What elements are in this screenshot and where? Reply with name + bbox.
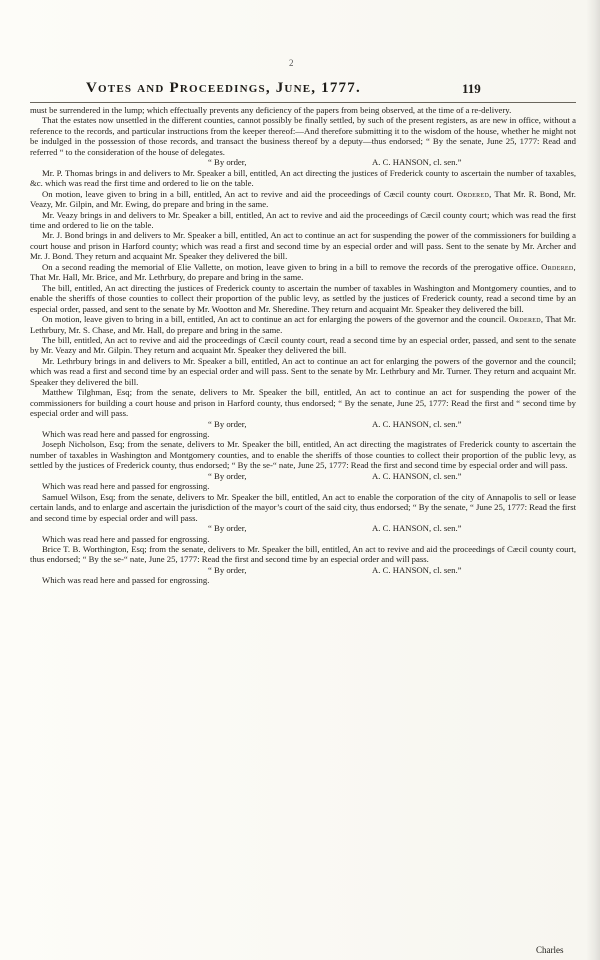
paragraph: Which was read here and passed for engrossing. [42,429,210,440]
clerk-signature: A. C. HANSON, cl. sen.” [372,418,462,429]
paragraph: must be surrendered in the lump; which effectually prevents any deficiency of the papers from being observed, at the time of a re-delivery. [30,105,512,115]
signature-line [30,471,576,481]
by-order-text: “ By order, [208,523,247,534]
paragraph: That the estates now unsettled in the different counties, cannot possibly be finally settled, by such of the present registers, as are new in office, without a reference to the records, and particular instructions from the keeper thereof:—And therefore submitting it to the wisdom of the house, whether he might not be indulged in the possession of those records, and transact the business thereof by a deputy—thus endorsed; “ By the senate, June 25, 1777: Read and referred “ to the consideration of the house of delegates. [30,115,576,157]
catchword: Charles [536,945,564,955]
paragraph: On a second reading the memorial of Elie Vallette, on motion, leave given to bring in a bill to remove the records of the prerogative office. Ordered, That Mr. Hall, Mr. Brice, and Mr. Lethrbury, do prepare and bring in the same. [30,261,576,283]
paragraph: Matthew Tilghman, Esq; from the senate, delivers to Mr. Speaker the bill, entitled, An act to continue an act for suspending the power of the commissioners for building a court house and prison in Harford county, thus endorsed; “ By the senate, June 25, 1777: Read the first and “ second time by especial order and will pass. [30,387,576,419]
running-title: Votes and Proceedings, June, 1777. [86,80,361,96]
by-order-text: “ By order, [208,564,247,575]
page-binding-shadow [586,0,600,960]
clerk-signature: A. C. HANSON, cl. sen.” [372,523,462,534]
page-number: 119 [462,81,481,96]
paragraph: Joseph Nicholson, Esq; from the senate, delivers to Mr. Speaker the bill, entitled, An act directing the magistrates of Frederick county to ascertain the number of taxables in Washington and Montgomery counties, and to enable the sheriffs of those counties to collect their proportion of the public levy, as settled by the justices of Frederick county, thus endorsed; “ By the se-“ nate, June 25, 1777: Read the first and second time by especial order and will pass. [30,439,576,471]
signature-line [30,419,576,429]
signature-mark: 2 [289,58,294,68]
paragraph: Which was read here and passed for engrossing. [42,575,210,586]
paragraph: Samuel Wilson, Esq; from the senate, delivers to Mr. Speaker the bill, entitled, An act to enable the corporation of the city of Annapolis to sell or lease certain lands, and to enlarge and ascertain the jurisdiction of the mayor’s court of the said city, thus endorsed; “ By the senate, “ June 25, 1777: Read the first and second time by especial order and will pass. [30,491,576,523]
signature-line [30,523,576,533]
by-order-text: “ By order, [208,157,247,168]
paragraph: On motion, leave given to bring in a bill, entitled, An act to revive and aid the proceedings of Cæcil county court. Ordered, That Mr. R. Bond, Mr. Veazy, Mr. Gilpin, and Mr. Ewing, do prepare and bring in the same. [30,188,576,210]
signature-line [30,565,576,575]
body-text [30,105,576,586]
paragraph: On motion, leave given to bring in a bill, entitled, An act to continue an act for enlarging the powers of the governor and the council. Ordered, That Mr. Lethrbury, Mr. S. Chase, and Mr. Hall, do prepare and bring in the same. [30,314,577,335]
paragraph: The bill, entitled, An act to revive and aid the proceedings of Cæcil county court, read a second time by an especial order, passed, and sent to the senate by Mr. Veazy and Mr. Gilpin. They return and acquaint Mr. Speaker they delivered the bill. [30,334,576,356]
signature-line [30,157,576,167]
clerk-signature: A. C. HANSON, cl. sen.” [372,157,462,168]
paragraph: Mr. P. Thomas brings in and delivers to Mr. Speaker a bill, entitled, An act directing the justices of Frederick county to ascertain the number of taxables, &c. which was read the first time and ordered to lie on the table. [30,167,576,189]
by-order-text: “ By order, [208,418,247,429]
paragraph: Which was read here and passed for engrossing. [42,533,210,544]
paragraph: The bill, entitled, An act directing the justices of Frederick county to ascertain the number of taxables in Washington and Montgomery counties, and to enable the sheriffs of those counties to collect their proportion of the public levy, as settled by the justices of Frederick county, read a second time by an especial order, passed, and sent to the senate by Mr. Wootton and Mr. Sheredine. They return and acquaint Mr. Speaker they delivered the bill. [30,282,576,314]
clerk-signature: A. C. HANSON, cl. sen.” [372,564,462,575]
paragraph: Which was read here and passed for engrossing. [42,481,210,492]
paragraph: Brice T. B. Worthington, Esq; from the senate, delivers to Mr. Speaker the bill, entitled, An act to revive and aid the proceedings of Cæcil county court, thus endorsed; “ By the se-“ nate, June 25, 1777: Read the first and second time by an especial order and will pass. [30,543,576,565]
paragraph: Mr. Lethrbury brings in and delivers to Mr. Speaker a bill, entitled, An act to continue an act for enlarging the powers of the governor and the council; which was read a first and second time by an especial order and will pass. Sent to the senate by Mr. Lethrbury and Mr. Turner. They return and acquaint Mr. Speaker they delivered the bill. [30,355,576,387]
page-header [0,80,600,102]
paragraph: Mr. Veazy brings in and delivers to Mr. Speaker a bill, entitled, An act to revive and aid the proceedings of Cæcil county court; which was read the first time and ordered to lie on the table. [30,209,576,230]
by-order-text: “ By order, [208,470,247,481]
paragraph: Mr. J. Bond brings in and delivers to Mr. Speaker a bill, entitled, An act to continue an act for suspending the power of the commissioners for building a court house and prison in Harford county; which was read a first and second time by an especial order and will pass. Sent to the senate by Mr. Archer and Mr. J. Bond. They return and acquaint Mr. Speaker they delivered the bill. [30,230,576,262]
clerk-signature: A. C. HANSON, cl. sen.” [372,470,462,481]
header-rule [30,102,576,103]
